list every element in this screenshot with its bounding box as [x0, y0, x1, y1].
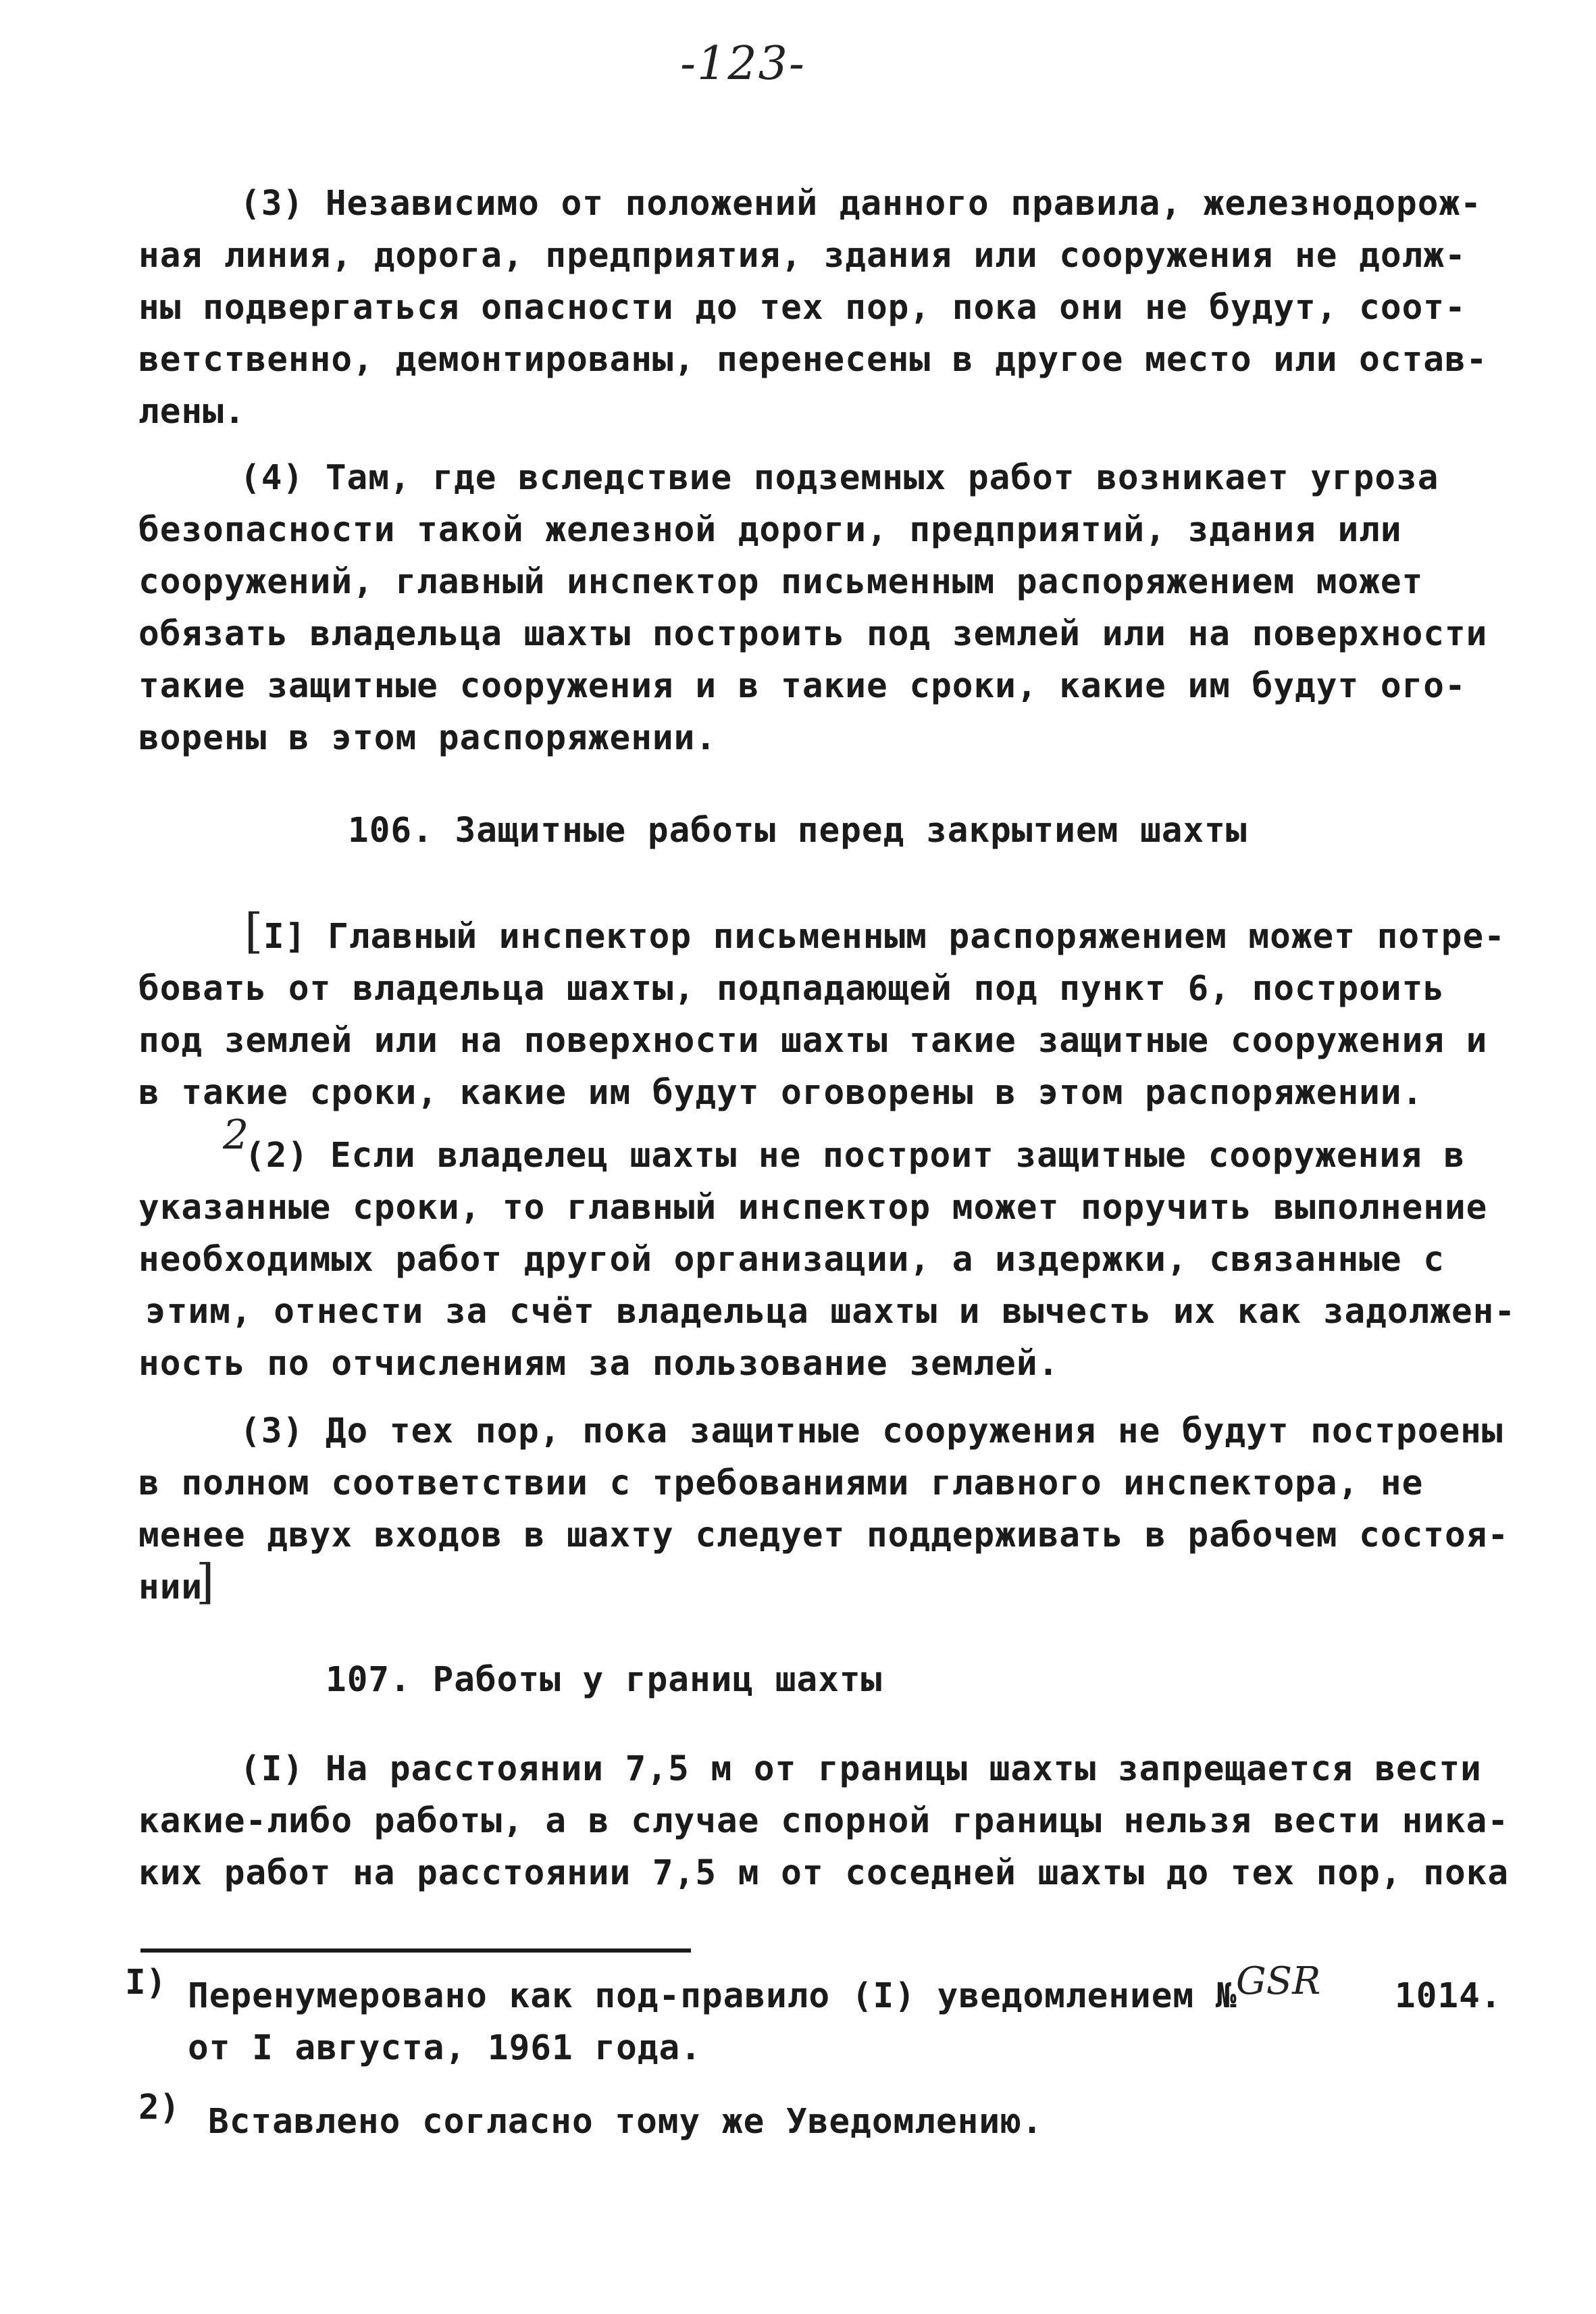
footnote-line: Перенумеровано как под-правило (I) уведомлением №: [188, 1976, 1237, 2016]
text-line: в полном соответствии с требованиями главного инспектора, не: [138, 1463, 1424, 1503]
text-line: бовать от владельца шахты, подпадающей под пункт 6, построить: [138, 969, 1445, 1009]
text-line: этим, отнести за счёт владельца шахты и вычесть их как задолжен-: [145, 1292, 1516, 1332]
text-line: в такие сроки, какие им будут оговорены в этом распоряжении.: [138, 1073, 1424, 1113]
text-line: (3) Независимо от положений данного правила, железнодорож-: [240, 184, 1482, 224]
footnote-line: от I августа, 1961 года.: [188, 2028, 702, 2068]
text-line: нии: [138, 1567, 203, 1607]
text-line: лены.: [138, 392, 246, 432]
text-line: менее двух входов в шахту следует поддерживать в рабочем состоя-: [138, 1515, 1510, 1555]
footnote-line: Вставлено согласно тому же Уведомлению.: [208, 2102, 1044, 2142]
text-line: (2) Если владелец шахты не построит защитные сооружения в: [244, 1136, 1466, 1176]
text-line: такие защитные сооружения и в такие сроки, какие им будут ого-: [138, 666, 1466, 706]
text-line: ная линия, дорога, предприятия, здания или сооружения не долж-: [138, 236, 1466, 276]
text-line: какие-либо работы, а в случае спорной границы нельзя вести ника-: [138, 1801, 1510, 1841]
text-line: ких работ на расстоянии 7,5 м от соседней шахты до тех пор, пока: [138, 1853, 1510, 1893]
text-line: (3) До тех пор, пока защитные сооружения не будут построены: [240, 1411, 1503, 1451]
text-line: сооружений, главный инспектор письменным распоряжением может: [138, 562, 1424, 602]
handwritten-gsr: GSR: [1236, 1959, 1321, 2003]
text-line: необходимых работ другой организации, а издержки, связанные с: [138, 1240, 1445, 1280]
text-line: обязать владельца шахты построить под землей или на поверхности: [138, 614, 1488, 654]
close-bracket-mark: ]: [196, 1554, 215, 1609]
text-line: указанные сроки, то главный инспектор может поручить выполнение: [138, 1188, 1488, 1228]
footnote-divider: [140, 1948, 691, 1953]
text-line: (I) На расстоянии 7,5 м от границы шахты запрещается вести: [240, 1749, 1482, 1789]
text-line: ны подвергаться опасности до тех пор, пока они не будут, соот-: [138, 288, 1466, 328]
text-line: безопасности такой железной дороги, предприятий, здания или: [138, 510, 1402, 550]
section-heading-107: 107. Работы у границ шахты: [326, 1660, 883, 1700]
text-line: ветственно, демонтированы, перенесены в другое место или остав-: [138, 340, 1488, 380]
footnote-marker: I): [125, 1963, 167, 2003]
open-bracket-mark: [: [244, 903, 263, 959]
text-line: под землей или на поверхности шахты такие защитные сооружения и: [138, 1021, 1488, 1061]
footnote-ref-mark: 2: [223, 1111, 249, 1159]
text-line: (4) Там, где вследствие подземных работ возникает угроза: [240, 458, 1439, 498]
text-line: I] Главный инспектор письменным распоряжением может потре-: [263, 917, 1505, 957]
page-number: -123-: [680, 37, 806, 91]
section-heading-106: 106. Защитные работы перед закрытием шахты: [348, 811, 1247, 851]
text-line: ворены в этом распоряжении.: [138, 718, 717, 758]
footnote-marker: 2): [138, 2088, 180, 2128]
notification-number: 1014.: [1395, 1976, 1502, 2016]
text-line: ность по отчислениям за пользование землей.: [138, 1344, 1060, 1384]
